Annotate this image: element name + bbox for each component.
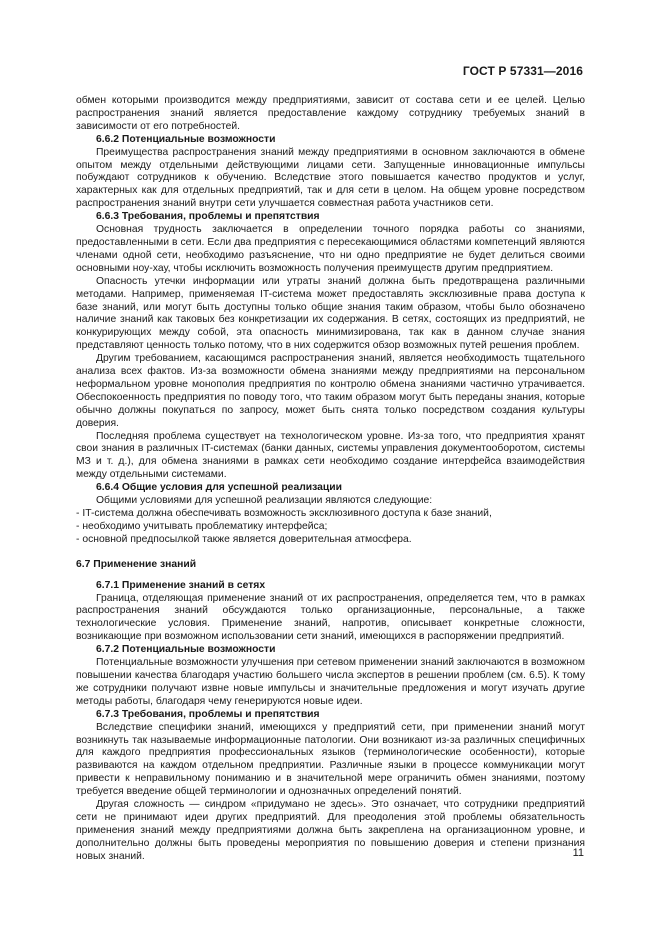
page-number: 11 bbox=[572, 847, 584, 859]
paragraph: Граница, отделяющая применение знаний от их распространения, определяется тем, что в рамках распространения знаний обсуждаются только организационные, персональные, а также технологические условия. Применение знаний, напротив, описывает конкретные сложности, возникающие при возможном использовании сети знаний, имеющихся в распоряжении предприятий. bbox=[76, 592, 585, 643]
section-heading-6-7-3: 6.7.3 Требования, проблемы и препятствия bbox=[96, 708, 320, 720]
section-heading-6-7-1: 6.7.1 Применение знаний в сетях bbox=[96, 579, 266, 591]
list-item: - основной предпосылкой также является доверительная атмосфера. bbox=[76, 533, 412, 545]
list-item: - IT-система должна обеспечивать возможность эксклюзивного доступа к базе знаний, bbox=[76, 508, 492, 519]
section-heading-6-7-2: 6.7.2 Потенциальные возможности bbox=[96, 644, 276, 656]
paragraph: Другая сложность — синдром «придумано не здесь». Это означает, что сотрудники предприятий сети не принимают идеи других предприятий. Для преодоления этой проблемы обязательность применения знаний между предприятиями должна быть закреплена на организационном уровне, и дополнительно должны быть проведены мероприятия по повышению доверия и степени признания новых знаний. bbox=[76, 799, 585, 862]
section-heading-6-7: 6.7 Применение знаний bbox=[76, 558, 197, 570]
list-item: - необходимо учитывать проблематику интерфейса; bbox=[76, 520, 328, 532]
section-heading-6-6-4: 6.6.4 Общие условия для успешной реализации bbox=[96, 482, 342, 494]
section-heading-6-6-3: 6.6.3 Требования, проблемы и препятствия bbox=[96, 211, 320, 223]
document-body bbox=[76, 95, 585, 864]
paragraph: Последняя проблема существует на технологическом уровне. Из-за того, что предприятия хранят свои знания в различных IT-системах (банки данных, системы управления документооборотом, системы МЗ и т. д.), для обмена знаниями в рамках сети необходимо создание интерфейса взаимодействия между отдельными системами. bbox=[76, 430, 585, 481]
paragraph: Преимущества распространения знаний между предприятиями в основном заключаются в обмене опытом между отдельными действующими лицами сети. Запущенные инновационные импульсы побуждают сотрудников к обучению. Вследствие этого повышается качество продуктов и услуг, характерных как для отдельных предприятий, так и для сети в целом. На общем уровне посредством распространения знаний внутри сети улучшается совместная работа участников сети. bbox=[76, 146, 585, 210]
paragraph-intro: обмен которыми производится между предприятиями, зависит от состава сети и ее целей. Целью распространения знаний является предоставление каждому сотруднику требуемых знаний в зависимости от его потребностей. bbox=[76, 95, 585, 132]
paragraph: Общими условиями для успешной реализации являются следующие: bbox=[96, 495, 433, 507]
section-heading-6-6-2: 6.6.2 Потенциальные возможности bbox=[96, 133, 276, 145]
paragraph: Основная трудность заключается в определении точного порядка работы со знаниями, предоставленными в сети. Если два предприятия с пересекающимися областями компетенций являются членами одной сети, необходимо разъяснение, что ни одно предприятие не будет делиться своими основными ноу-хау, чтобы исключить возможность получения преимуществ другим предприятием. bbox=[76, 224, 585, 274]
paragraph: Потенциальные возможности улучшения при сетевом применении знаний заключаются в возможном повышении качества благодаря участию большего числа экспертов в решении проблем (см. 6.5). К тому же сотрудники получают извне новые импульсы и значительные предложения и могут изучать другие методы работы, благодаря чему генерируются новые идеи. bbox=[76, 657, 585, 707]
paragraph: Другим требованием, касающимся распространения знаний, является необходимость тщательного анализа всех фактов. Из-за возможности обмена знаниями между предприятиями на персональном неформальном уровне монополия предприятия по контролю обмена знаниями частично утрачивается. Обеспокоенность предприятия по поводу того, что таким образом могут быть переданы знания, которые обычно должны покупаться по запросу, может быть снята только посредством создания культуры доверия. bbox=[76, 353, 585, 429]
paragraph: Опасность утечки информации или утраты знаний должна быть предотвращена различными методами. Например, применяемая IT-система может предоставлять эксклюзивные права доступа к базе знаний, или могут быть доступны только общие знания таким образом, чтобы было обозначено наличие знаний как таковых без конкретизации их содержания. В сетях, состоящих из предприятий, не конкурирующих между собой, эта опасность минимизирована, так как в данном случае знания представляют ценность только потому, что в них содержится обзор возможных путей решения проблем. bbox=[76, 275, 585, 352]
paragraph: Вследствие специфики знаний, имеющихся у предприятий сети, при применении знаний могут возникнуть так называемые информационные патологии. Они возникают из-за различных специфичных для каждого предприятия профессиональных языков (терминологические особенности), которые развиваются на каждом отдельном предприятии. Различные языки в процессе коммуникации могут привести к неправильному пониманию и в значительной мере ограничить обмен знаниями, поэтому требуется введение общей терминологии и однозначных определений понятий. bbox=[76, 721, 585, 798]
document-id-header: ГОСТ Р 57331—2016 bbox=[462, 64, 583, 78]
